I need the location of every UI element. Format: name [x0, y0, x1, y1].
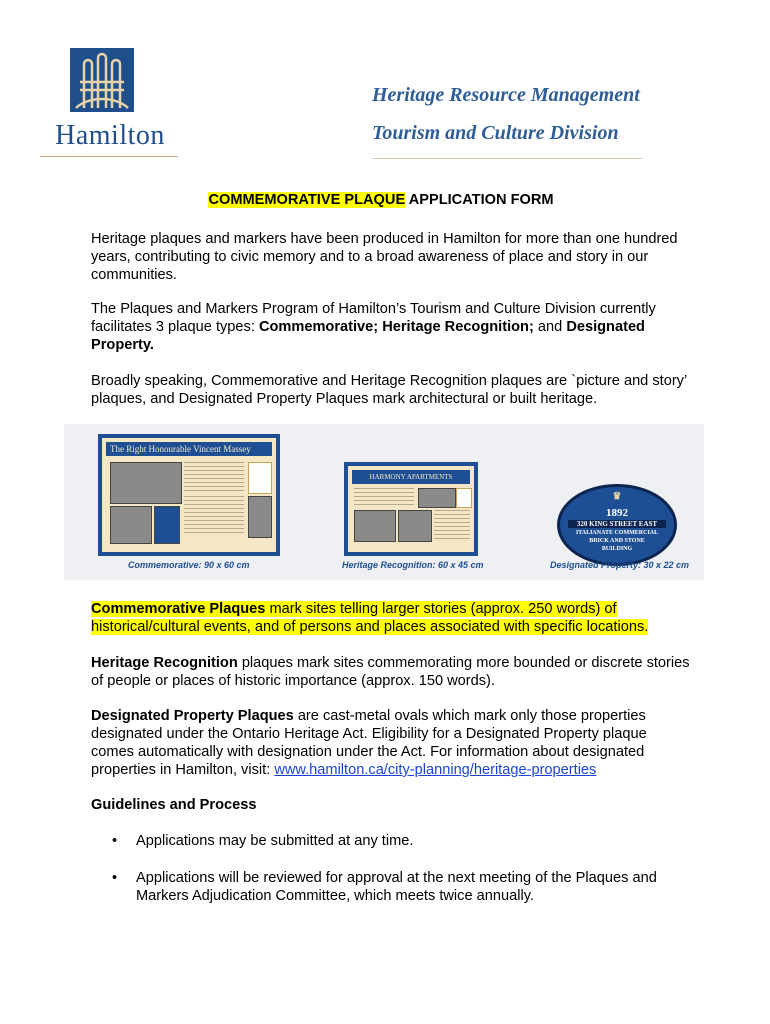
- plaque-1-title: The Right Honourable Vincent Massey: [106, 442, 272, 456]
- program-lead: The Plaques and Markers Program of Hamilton’s Tourism and Culture Division currently facilitates 3 plaque types:: [91, 301, 656, 335]
- commemorative-rest: mark sites telling larger stories (approx. 250 words) of historical/cultural events, and of persons and places associated with specific locations.: [91, 601, 649, 635]
- plaque-1-text-block: [184, 462, 244, 492]
- form-title-highlight: COMMEMORATIVE PLAQUE: [208, 192, 406, 208]
- commemorative-plaque-image: [98, 434, 280, 556]
- caption-designated-property: Designated Property: 30 x 22 cm: [550, 560, 690, 570]
- program-and: and: [533, 319, 567, 335]
- plaque-1-text-block-2: [184, 496, 244, 536]
- plaque-1-photo-4: [248, 496, 272, 538]
- intro-paragraph: Heritage plaques and markers have been produced in Hamilton for more than one hundred years, contributing to civic memory and to a broad awareness of place and story in our communities.: [91, 231, 678, 283]
- heritage-recognition-plaque-image: [344, 462, 478, 556]
- oval-line-3: BRICK AND STONE: [589, 538, 645, 544]
- department-line-1: Heritage Resource Management: [372, 84, 640, 106]
- bullet-icon: •: [112, 833, 118, 849]
- bullet-text: Applications may be submitted at any time.: [136, 833, 414, 849]
- logo-wordmark: Hamilton: [55, 120, 165, 151]
- caption-heritage-recognition: Heritage Recognition: 60 x 45 cm: [342, 560, 484, 570]
- oval-line-2: ITALIANATE COMMERCIAL: [575, 530, 659, 536]
- bullet-text: Applications will be reviewed for approval at the next meeting of the Plaques and Markers Adjudication Committee, which meets twice annually.: [136, 870, 657, 904]
- plaque-2-photo-3: [398, 510, 432, 542]
- plaque-2-title: HARMONY APARTMENTS: [352, 470, 470, 484]
- designated-paragraph: [91, 707, 691, 779]
- plaque-2-text-block: [354, 488, 414, 506]
- crest-icon: [456, 488, 472, 508]
- crest-icon: ♛: [612, 491, 622, 502]
- hamilton-logo-mark-icon: [70, 48, 134, 112]
- program-type-3: Designated Property.: [91, 319, 645, 353]
- plaque-1-photo-3: [154, 506, 180, 544]
- department-divider: [372, 158, 642, 159]
- program-paragraph: [91, 300, 691, 354]
- commemorative-paragraph: [91, 600, 691, 636]
- designated-rest: are cast-metal ovals which mark only those properties designated under the Ontario Heritage Act. Eligibility for a Designated Property plaque comes automatically with designation under the Act. For information about designated properties in Hamilton, visit:: [91, 708, 647, 778]
- department-line-2: Tourism and Culture Division: [372, 122, 619, 144]
- oval-address: 320 KING STREET EAST: [568, 520, 666, 528]
- form-title-rest: APPLICATION FORM: [405, 192, 554, 208]
- plaque-examples-image: [64, 424, 704, 580]
- broadly-paragraph: Broadly speaking, Commemorative and Heritage Recognition plaques are `picture and story’ plaques, and Designated Property Plaques mark architectural or built heritage.: [91, 373, 687, 407]
- oval-line-4: BUILDING: [601, 546, 633, 552]
- plaque-2-photo: [418, 488, 456, 508]
- commemorative-bold: Commemorative Plaques: [91, 601, 266, 617]
- hamilton-logo: [40, 42, 180, 162]
- plaque-2-text-block-2: [434, 510, 470, 540]
- bullet-icon: •: [112, 870, 118, 886]
- designated-property-plaque-image: [557, 484, 677, 566]
- plaque-2-photo-2: [354, 510, 396, 542]
- recognition-paragraph: [91, 654, 691, 690]
- oval-year: 1892: [606, 507, 628, 519]
- department-header: [372, 76, 712, 159]
- plaque-1-photo-2: [110, 506, 152, 544]
- plaque-1-photo: [110, 462, 182, 504]
- logo-divider: [40, 156, 178, 157]
- guidelines-heading: Guidelines and Process: [91, 797, 257, 813]
- designated-bold: Designated Property Plaques: [91, 708, 294, 724]
- recognition-bold: Heritage Recognition: [91, 655, 238, 671]
- recognition-rest: plaques mark sites commemorating more bounded or discrete stories of people or places of historic importance (approx. 150 words).: [91, 655, 690, 689]
- form-title: [91, 192, 671, 208]
- caption-commemorative: Commemorative: 90 x 60 cm: [128, 560, 250, 570]
- crest-icon: [248, 462, 272, 494]
- program-type-1: Commemorative; Heritage Recognition;: [258, 319, 534, 335]
- heritage-properties-link[interactable]: www.hamilton.ca/city-planning/heritage-properties: [274, 762, 597, 778]
